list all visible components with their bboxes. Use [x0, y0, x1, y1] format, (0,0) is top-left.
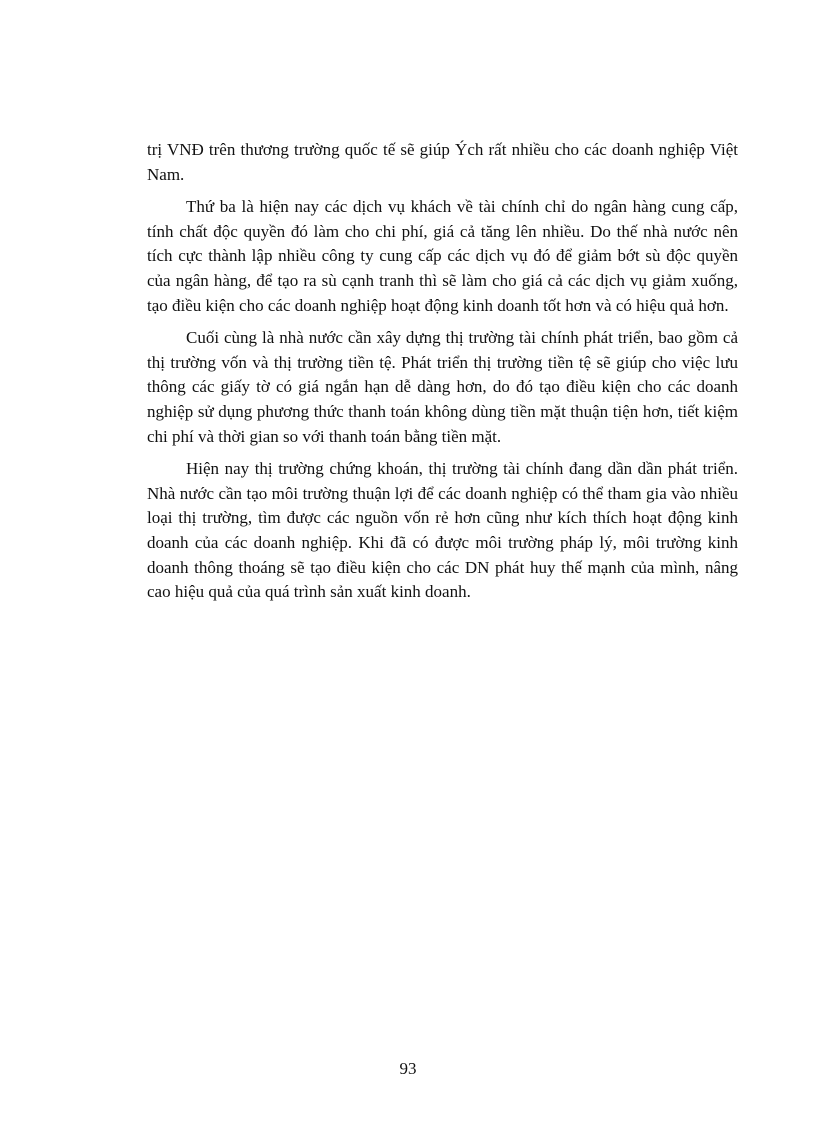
paragraph-continuation: trị VNĐ trên thương trường quốc tế sẽ giúp Ých rất nhiều cho các doanh nghiệp Việt Nam. [147, 140, 738, 184]
paragraph-final-point: Cuối cùng là nhà nước cần xây dựng thị trường tài chính phát triển, bao gồm cả thị trường vốn và thị trường tiền tệ. Phát triển thị trường tiền tệ sẽ giúp cho việc lưu thông các giấy tờ có giá ngắn hạn dễ dàng hơn, do đó tạo điều kiện cho các doanh nghiệp sử dụng phương thức thanh toán không dùng tiền mặt thuận tiện hơn, tiết kiệm chi phí và thời gian so với thanh toán bằng tiền mặt. [147, 328, 738, 446]
paragraph-conclusion: Hiện nay thị trường chứng khoán, thị trường tài chính đang dần dần phát triển. Nhà nước cần tạo môi trường thuận lợi để các doanh nghiệp có thể tham gia vào nhiều loại thị trường, tìm được các nguồn vốn rẻ hơn cũng như kích thích hoạt động kinh doanh của các doanh nghiệp. Khi đã có được môi trường pháp lý, môi trường kinh doanh thông thoáng sẽ tạo điều kiện cho các DN phát huy thế mạnh của mình, nâng cao hiệu quả của quá trình sản xuất kinh doanh. [147, 459, 738, 602]
page-number: 93 [399, 1059, 417, 1078]
paragraph-third-point: Thứ ba là hiện nay các dịch vụ khách về tài chính chỉ do ngân hàng cung cấp, tính chất độc quyền đó làm cho chi phí, giá cả tăng lên nhiều. Do thế nhà nước nên tích cực thành lập nhiều công ty cung cấp các dịch vụ đó để giảm bớt sù độc quyền của ngân hàng, để tạo ra sù cạnh tranh thì sẽ làm cho giá cả các dịch vụ giảm xuống, tạo điều kiện cho các doanh nghiệp hoạt động kinh doanh tốt hơn và có hiệu quả hơn. [147, 197, 738, 315]
document-body [147, 138, 738, 613]
